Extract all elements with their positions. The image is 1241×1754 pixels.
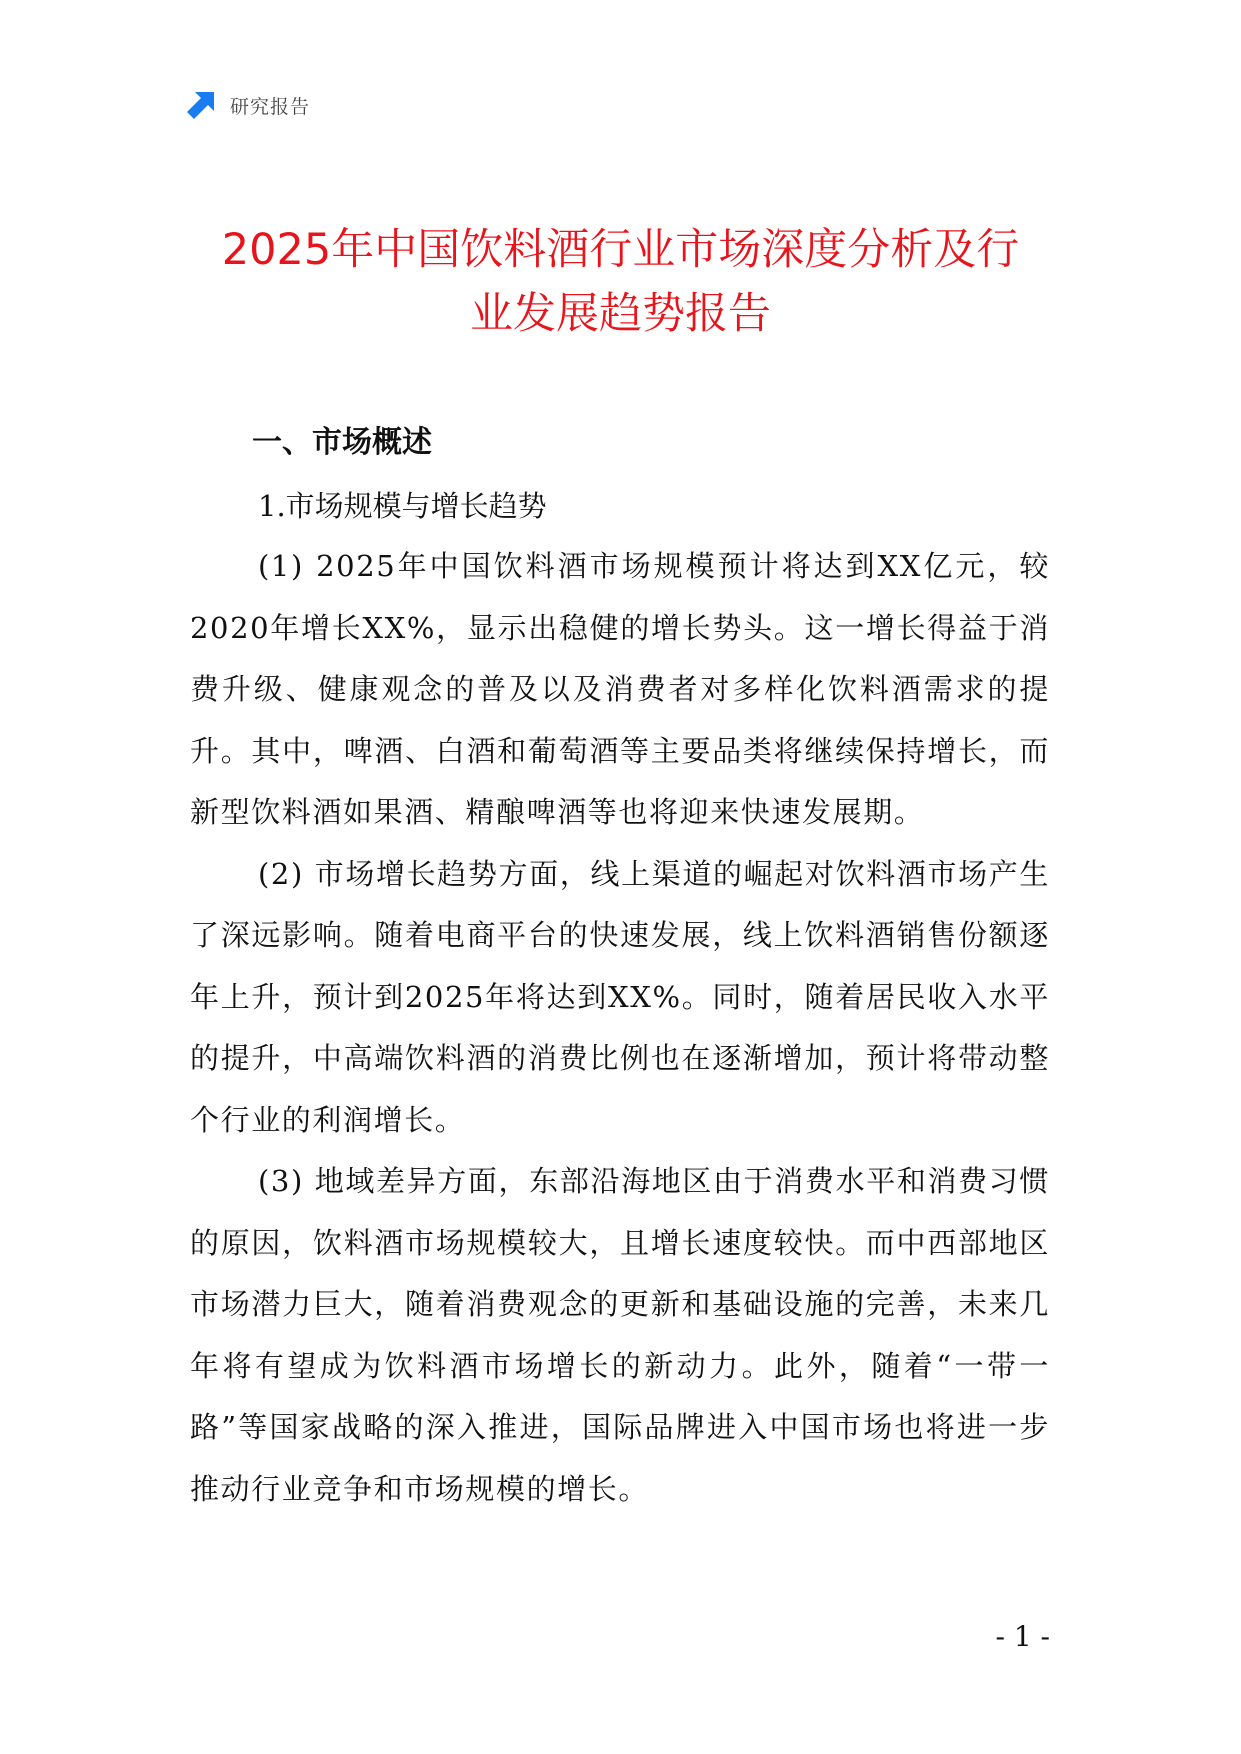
arrow-up-right-icon <box>186 90 216 120</box>
title-line-1: 2025年中国饮料酒行业市场深度分析及行 <box>221 225 1020 275</box>
document-title <box>150 218 1091 346</box>
header-label: 研究报告 <box>230 95 311 118</box>
subsection-heading: 1.市场规模与增长趋势 <box>258 489 547 523</box>
report-header <box>186 88 310 122</box>
title-line-2: 业发展趋势报告 <box>470 289 771 339</box>
paragraph-3: (3) 地域差异方面，东部沿海地区由于消费水平和消费习惯的原因，饮料酒市场规模较大，且增长速度较快。而中西部地区市场潜力巨大，随着消费观念的更新和基础设施的完善，未来几年将有望成为饮料酒市场增长的新动力。此外，随着“一带一路”等国家战略的深入推进，国际品牌进入中国市场也将进一步推动行业竞争和市场规模的增长。 <box>190 1164 1050 1506</box>
section-heading: 一、市场概述 <box>252 425 432 460</box>
paragraph-2: (2) 市场增长趋势方面，线上渠道的崛起对饮料酒市场产生了深远影响。随着电商平台的快速发展，线上饮料酒销售份额逐年上升，预计到2025年将达到XX%。同时，随着居民收入水平的提升，中高端饮料酒的消费比例也在逐渐增加，预计将带动整个行业的利润增长。 <box>190 856 1050 1137</box>
page-number: - 1 - <box>995 1620 1050 1653</box>
paragraph-1: (1) 2025年中国饮料酒市场规模预计将达到XX亿元，较2020年增长XX%，显示出稳健的增长势头。这一增长得益于消费升级、健康观念的普及以及消费者对多样化饮料酒需求的提升。其中，啤酒、白酒和葡萄酒等主要品类将继续保持增长，而新型饮料酒如果酒、精酿啤酒等也将迎来快速发展期。 <box>190 549 1050 829</box>
document-body <box>190 410 1050 1520</box>
